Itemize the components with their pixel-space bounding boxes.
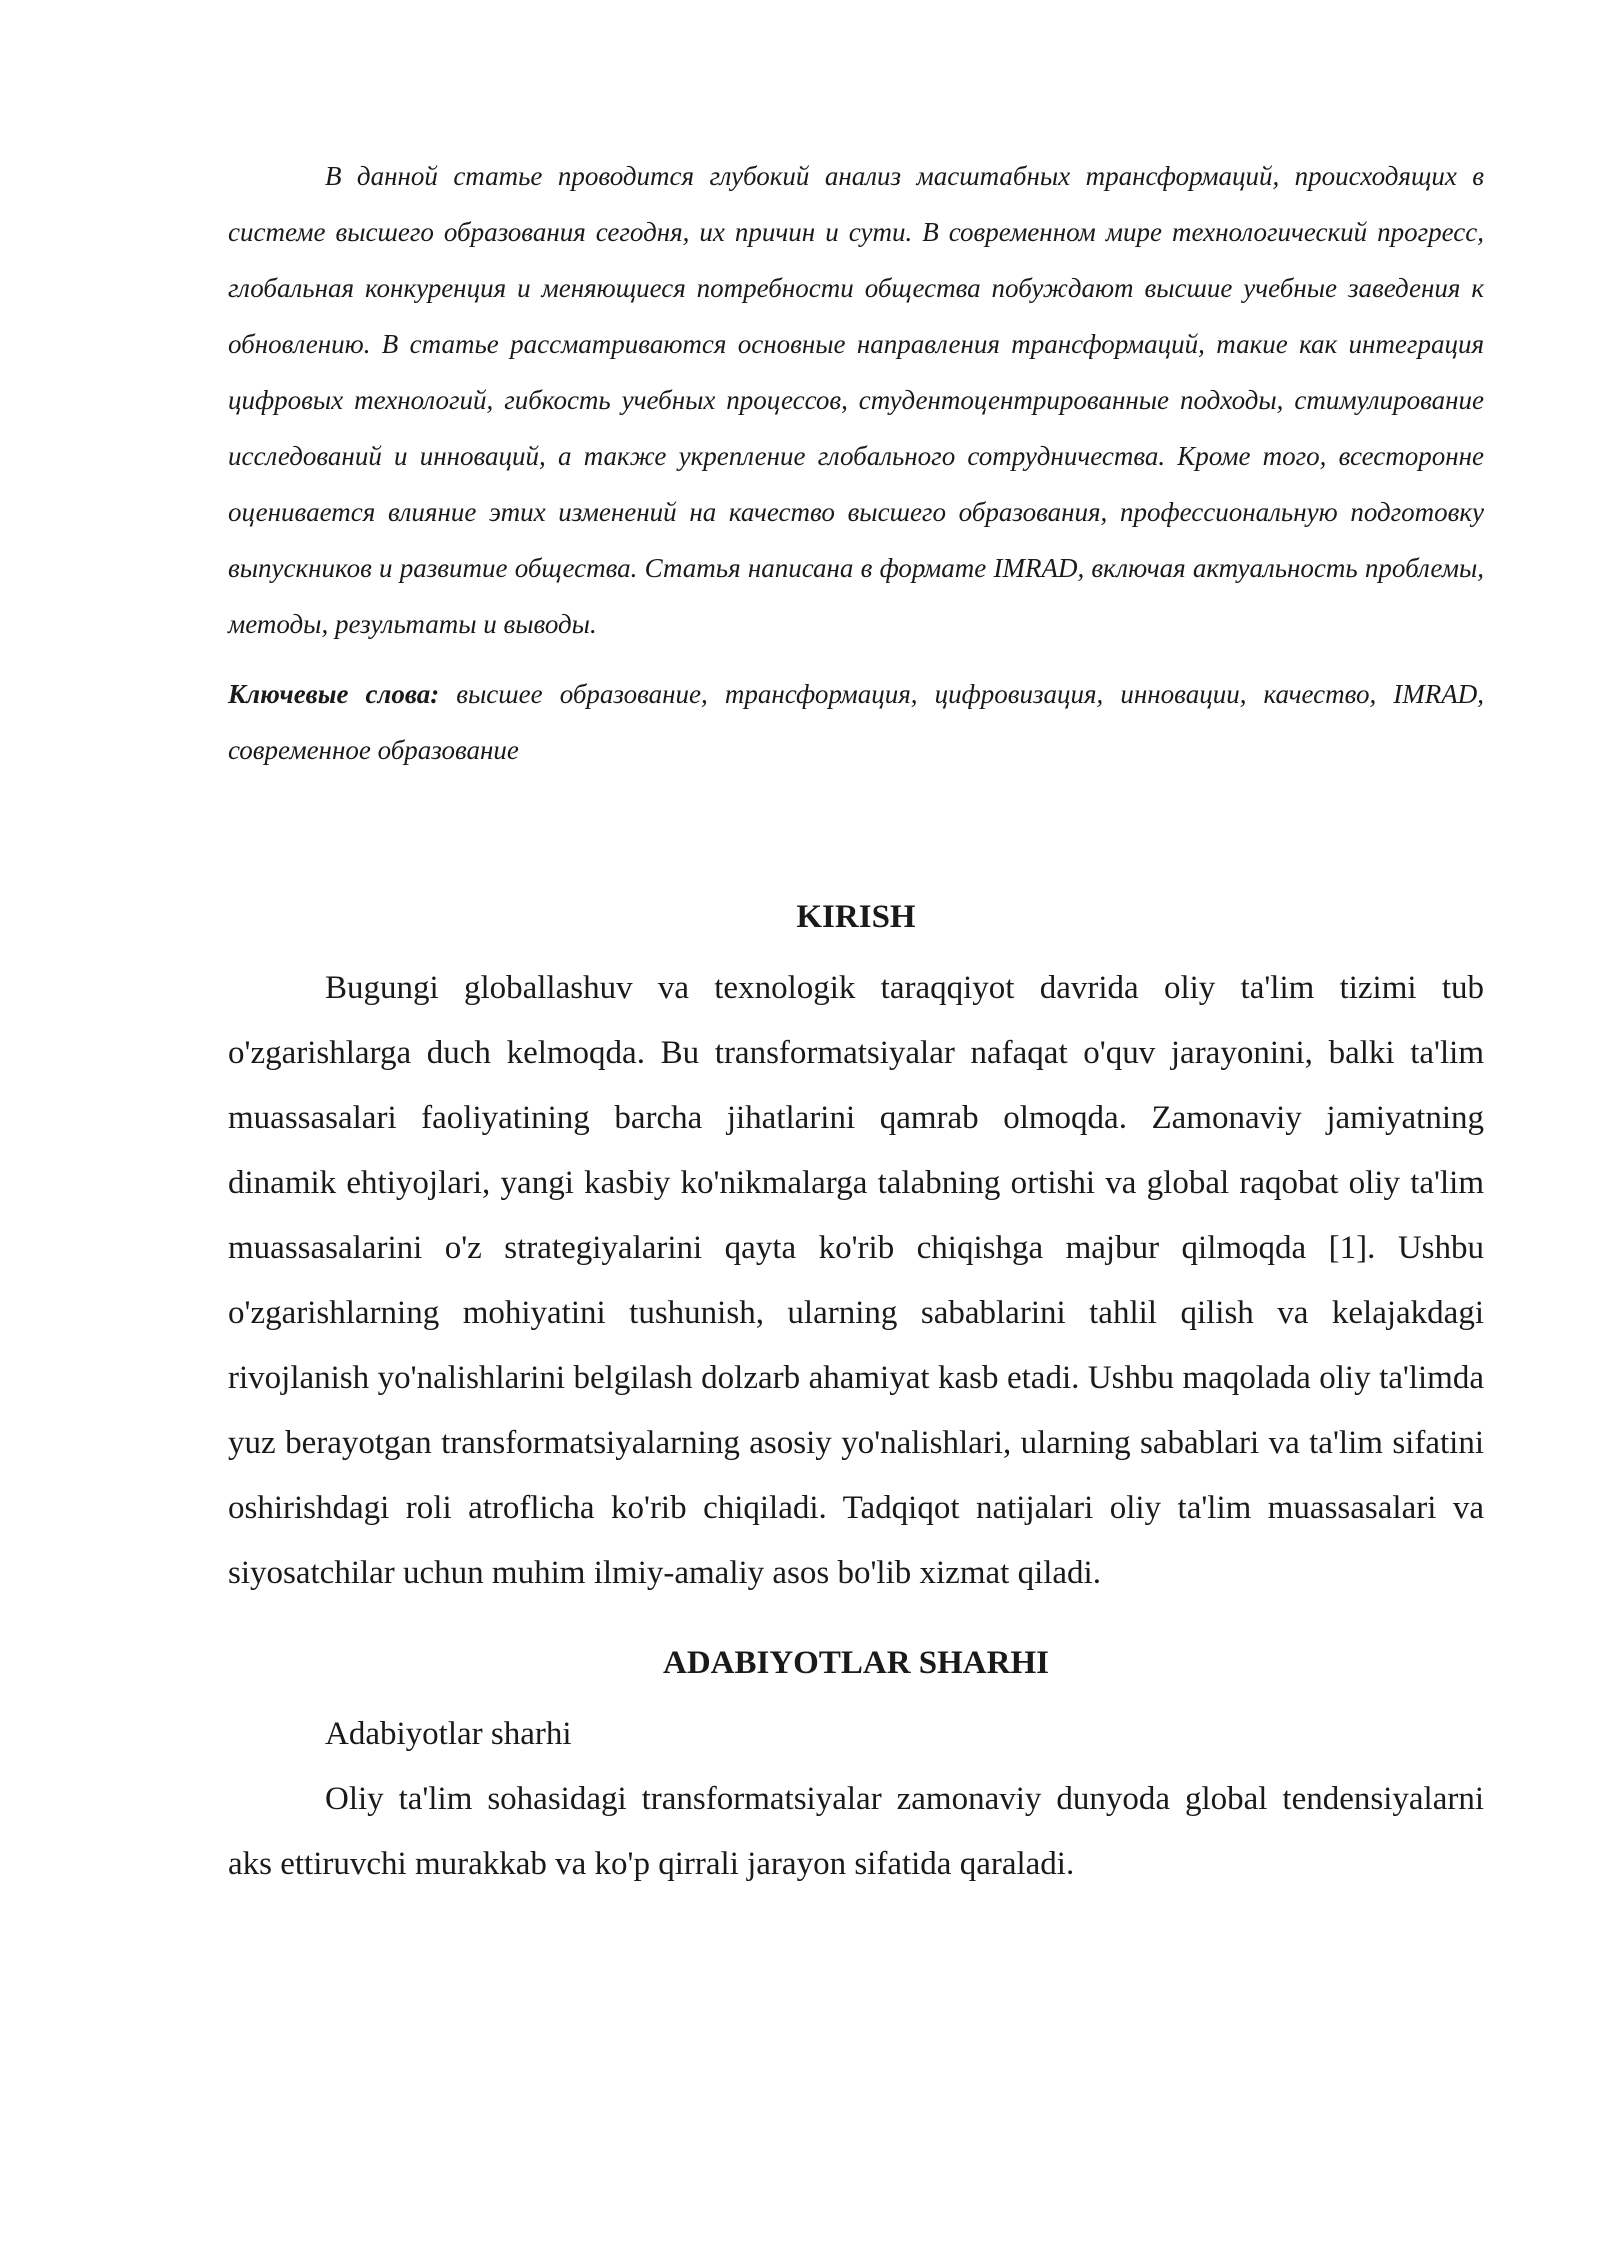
keywords-label: Ключевые слова:	[228, 679, 440, 709]
literature-review-subheading: Adabiyotlar sharhi	[325, 1716, 572, 1752]
document-page	[228, 148, 1484, 1897]
literature-review-paragraph: Oliy ta'lim sohasidagi transformatsiyalar zamonaviy dunyoda global tendensiyalarni aks ettiruvchi murakkab va ko'p qirrali jarayon sifatida qaraladi.	[228, 1781, 1484, 1882]
section-heading-literature-review: ADABIYOTLAR SHARHI	[663, 1645, 1049, 1681]
abstract-paragraph: В данной статье проводится глубокий анализ масштабных трансформаций, происходящих в системе высшего образования сегодня, их причин и сути. В современном мире технологический прогресс, глобальная конкуренция и меняющиеся потребности общества побуждают высшие учебные заведения к обновлению. В статье рассматриваются основные направления трансформаций, такие как интеграция цифровых технологий, гибкость учебных процессов, студентоцентрированные подходы, стимулирование исследований и инноваций, а также укрепление глобального сотрудничества. Кроме того, всесторонне оценивается влияние этих изменений на качество высшего образования, профессиональную подготовку выпускников и развитие общества. Статья написана в формате IMRAD, включая актуальность проблемы, методы, результаты и выводы.	[228, 161, 1484, 639]
keywords-text: высшее образование, трансформация, цифровизация, инновации, качество, IMRAD, современное образование	[228, 679, 1484, 765]
section-heading-kirish: KIRISH	[796, 899, 916, 935]
intro-paragraph: Bugungi globallashuv va texnologik taraqqiyot davrida oliy ta'lim tizimi tub o'zgarishlarga duch kelmoqda. Bu transformatsiyalar nafaqat o'quv jarayonini, balki ta'lim muassasalari faoliyatining barcha jihatlarini qamrab olmoqda. Zamonaviy jamiyatning dinamik ehtiyojlari, yangi kasbiy ko'nikmalarga talabning ortishi va global raqobat oliy ta'lim muassasalarini o'z strategiyalarini qayta ko'rib chiqishga majbur qilmoqda [1]. Ushbu o'zgarishlarning mohiyatini tushunish, ularning sabablarini tahlil qilish va kelajakdagi rivojlanish yo'nalishlarini belgilash dolzarb ahamiyat kasb etadi. Ushbu maqolada oliy ta'limda yuz berayotgan transformatsiyalarning asosiy yo'nalishlari, ularning sabablari va ta'lim sifatini oshirishdagi roli atroflicha ko'rib chiqiladi. Tadqiqot natijalari oliy ta'lim muassasalari va siyosatchilar uchun muhim ilmiy-amaliy asos bo'lib xizmat qiladi.	[228, 970, 1484, 1591]
keywords-paragraph	[228, 666, 1484, 778]
